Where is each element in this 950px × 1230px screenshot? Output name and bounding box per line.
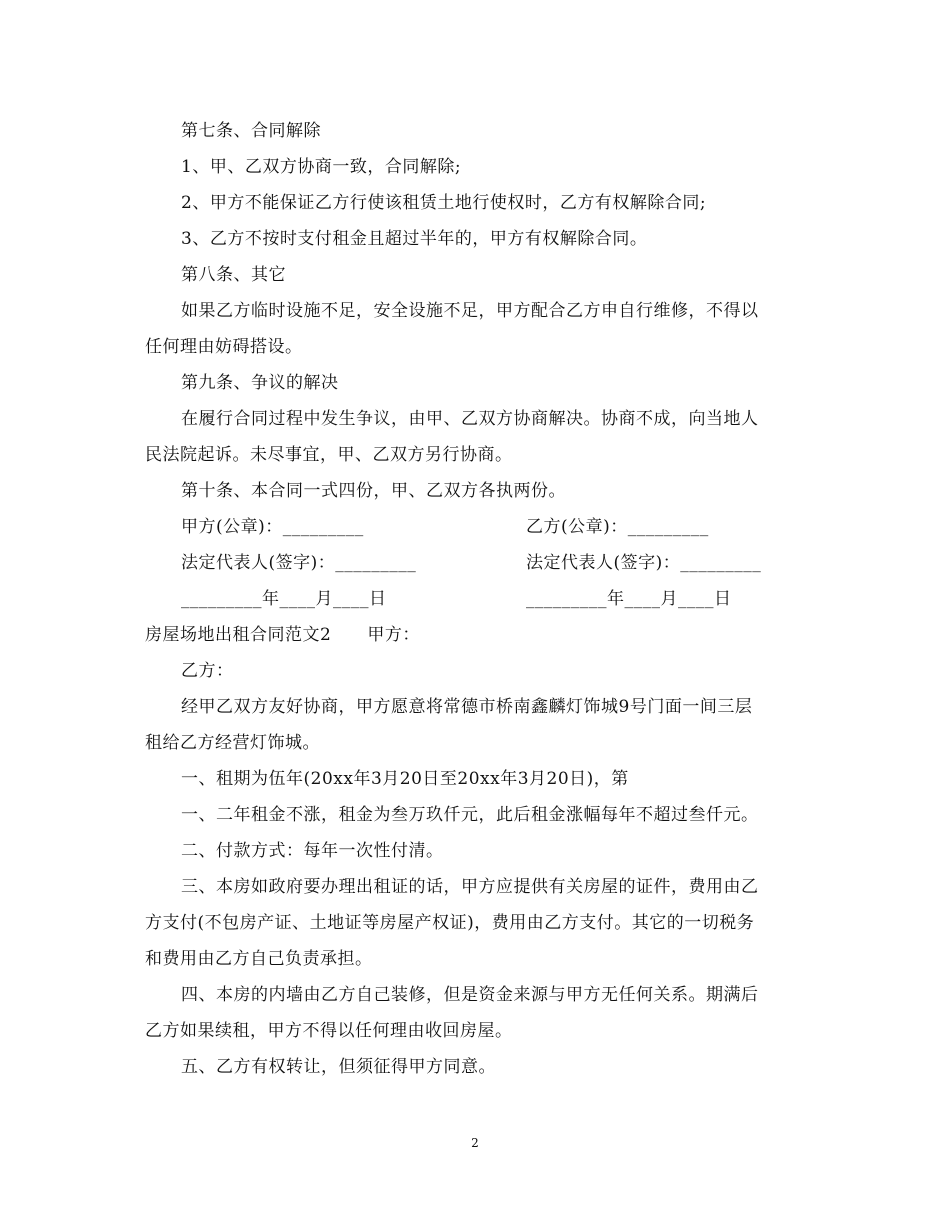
article-8-heading: 第八条、其它 (181, 265, 286, 285)
signature-row-seal (145, 509, 805, 545)
party-b-date-field: _________年____月____日 (526, 589, 732, 609)
article-8-text-line-1: 如果乙方临时设施不足，安全设施不足，甲方配合乙方申自行维修，不得以 (181, 301, 759, 321)
contract-2-title: 房屋场地出租合同范文2 (145, 625, 332, 645)
party-a-date-field: _________年____月____日 (181, 589, 387, 609)
article-7-item-3: 3、乙方不按时支付租金且超过半年的，甲方有权解除合同。 (181, 229, 648, 249)
party-a-seal-field: 甲方(公章)：_________ (181, 517, 364, 537)
page-number: 2 (471, 1136, 479, 1150)
article-8-text-line-2: 任何理由妨碍搭设。 (145, 337, 303, 357)
contract-2-party-b: 乙方： (181, 661, 234, 681)
signature-row-representative (145, 545, 805, 581)
contract-2-party-a: 甲方： (367, 625, 420, 645)
article-9-heading: 第九条、争议的解决 (181, 373, 339, 393)
party-b-seal-field: 乙方(公章)：_________ (526, 517, 709, 537)
contract-2-clause-3-line-2: 方支付(不包房产证、土地证等房屋产权证)，费用由乙方支付。其它的一切税务 (145, 913, 755, 933)
contract-2-intro-line-2: 租给乙方经营灯饰城。 (145, 733, 320, 753)
contract-2-term-line-2: 一、二年租金不涨，租金为叁万玖仟元，此后租金涨幅每年不超过叁仟元。 (181, 805, 759, 825)
article-9-text-line-2: 民法院起诉。未尽事宜，甲、乙双方另行协商。 (145, 445, 513, 465)
article-7-item-1: 1、甲、乙双方协商一致，合同解除; (181, 157, 462, 177)
contract-2-clause-4-line-1: 四、本房的内墙由乙方自己装修，但是资金来源与甲方无任何关系。期满后 (181, 985, 759, 1005)
contract-2-clause-3-line-1: 三、本房如政府要办理出租证的话，甲方应提供有关房屋的证件，费用由乙 (181, 877, 759, 897)
contract-2-term-line-1: 一、租期为伍年(20xx年3月20日至20xx年3月20日)，第 (181, 769, 629, 789)
contract-2-clause-3-line-3: 和费用由乙方自己负责承担。 (145, 949, 373, 969)
contract-2-title-line (145, 617, 805, 653)
contract-2-clause-5: 五、乙方有权转让，但须征得甲方同意。 (181, 1057, 496, 1077)
article-7-item-2: 2、甲方不能保证乙方行使该租赁土地行使权时，乙方有权解除合同; (181, 193, 707, 213)
party-a-representative-field: 法定代表人(签字)：_________ (181, 553, 417, 573)
article-7-heading: 第七条、合同解除 (181, 121, 321, 141)
article-9-text-line-1: 在履行合同过程中发生争议，由甲、乙双方协商解决。协商不成，向当地人 (181, 409, 759, 429)
party-b-representative-field: 法定代表人(签字)：_________ (526, 553, 762, 573)
contract-2-intro-line-1: 经甲乙双方友好协商，甲方愿意将常德市桥南鑫麟灯饰城9号门面一间三层 (181, 697, 753, 717)
contract-2-payment: 二、付款方式：每年一次性付清。 (181, 841, 444, 861)
document-body (145, 113, 805, 1085)
article-10-text: 第十条、本合同一式四份，甲、乙双方各执两份。 (181, 481, 566, 501)
signature-row-date (145, 581, 805, 617)
contract-2-clause-4-line-2: 乙方如果续租，甲方不得以任何理由收回房屋。 (145, 1021, 513, 1041)
